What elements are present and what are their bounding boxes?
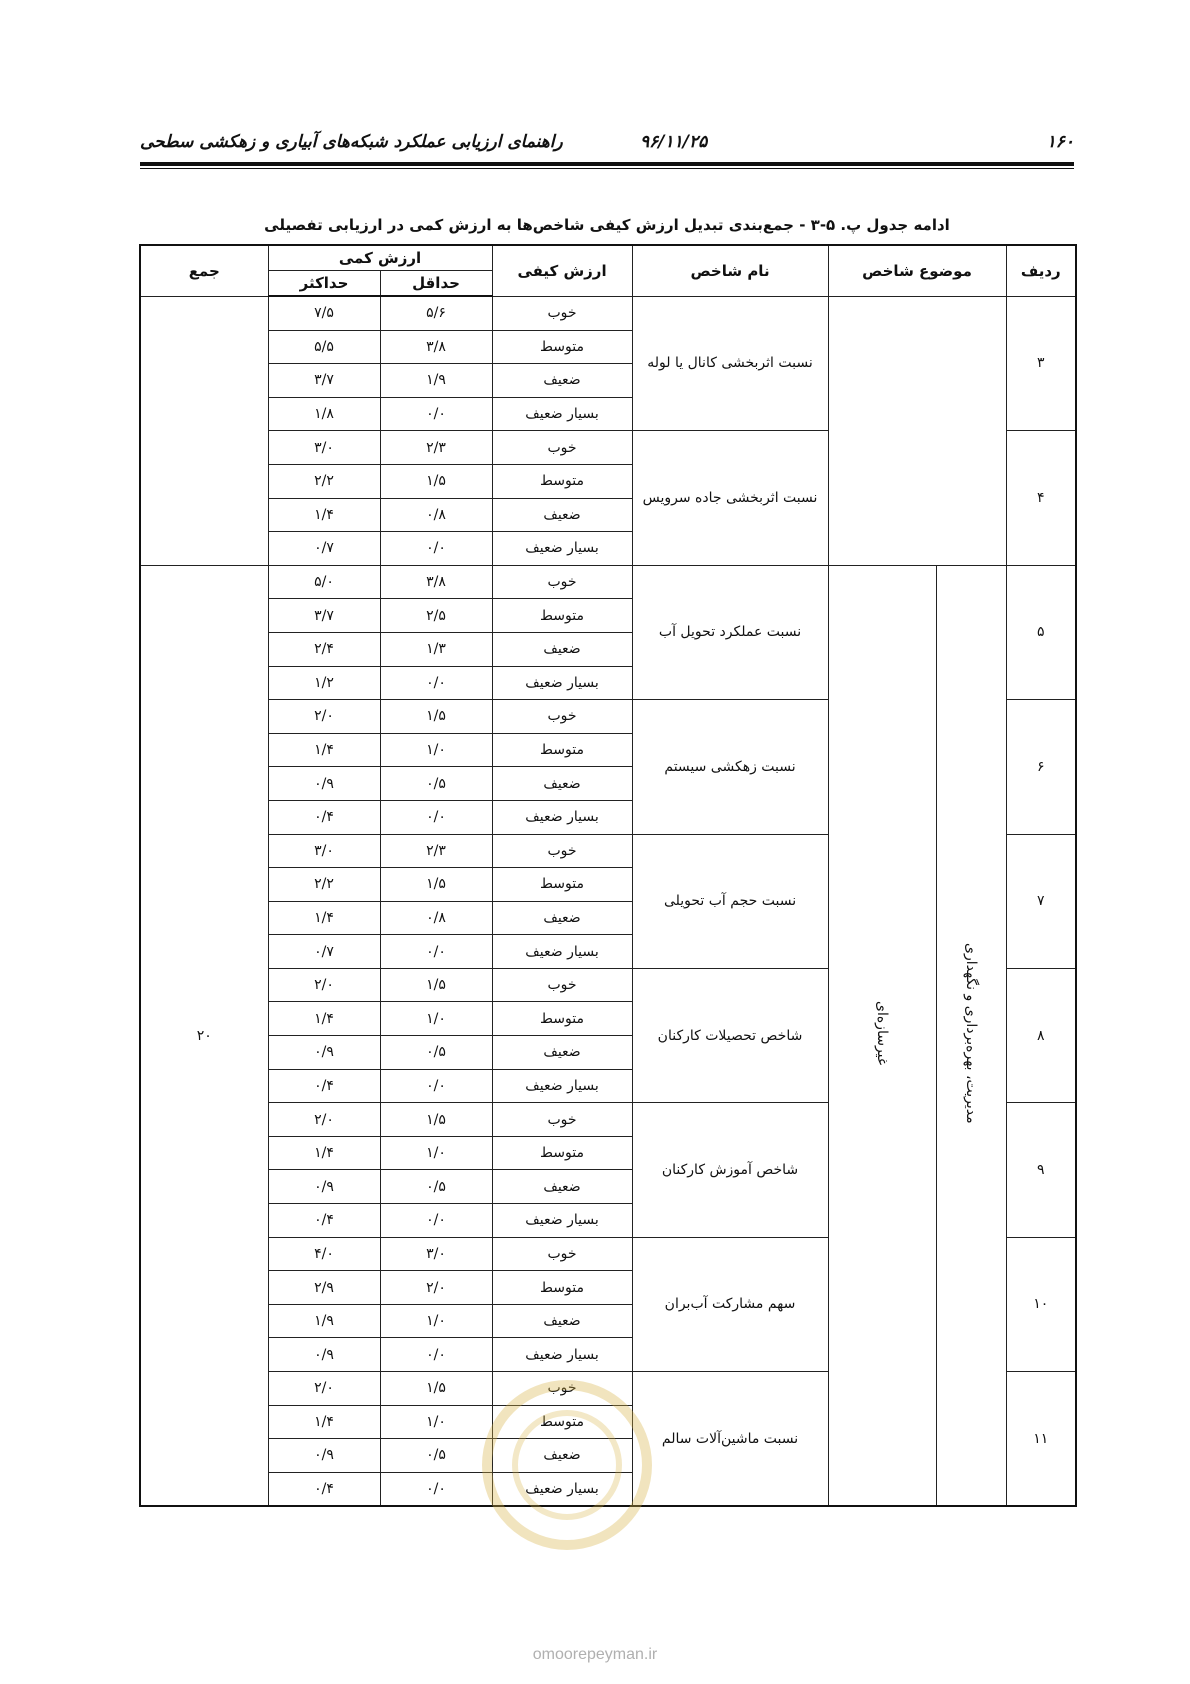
min-value-cell: ۱/۵: [380, 868, 492, 902]
min-value-cell: ۱/۰: [380, 1405, 492, 1439]
header-rule-thick: [140, 162, 1074, 166]
table-body: [140, 296, 1076, 1506]
min-value-cell: ۰/۵: [380, 767, 492, 801]
max-value-cell: ۰/۴: [268, 800, 380, 834]
max-value-cell: ۰/۹: [268, 1036, 380, 1070]
qual-value-cell: ضعیف: [492, 1170, 632, 1204]
max-value-cell: ۰/۹: [268, 767, 380, 801]
min-value-cell: ۲/۰: [380, 1271, 492, 1305]
min-value-cell: ۰/۰: [380, 1338, 492, 1372]
indicator-name-cell: شاخص آموزش کارکنان: [632, 1103, 828, 1237]
min-value-cell: ۰/۸: [380, 498, 492, 532]
qual-value-cell: خوب: [492, 1103, 632, 1137]
qual-value-cell: ضعیف: [492, 1439, 632, 1473]
max-value-cell: ۱/۴: [268, 498, 380, 532]
min-value-cell: ۰/۰: [380, 532, 492, 566]
qual-value-cell: خوب: [492, 968, 632, 1002]
qual-value-cell: ضعیف: [492, 632, 632, 666]
subject-management-label: مدیریت، بهره‌برداری و نگهداری: [963, 943, 980, 1124]
qual-value-cell: خوب: [492, 1372, 632, 1406]
max-value-cell: ۱/۲: [268, 666, 380, 700]
sum-total-cell: ۲۰: [140, 565, 268, 1506]
min-value-cell: ۰/۰: [380, 1204, 492, 1238]
max-value-cell: ۵/۰: [268, 565, 380, 599]
qual-value-cell: بسیار ضعیف: [492, 800, 632, 834]
qual-value-cell: خوب: [492, 1237, 632, 1271]
qual-value-cell: خوب: [492, 834, 632, 868]
row-number-cell: ۵: [1006, 565, 1076, 699]
max-value-cell: ۲/۴: [268, 632, 380, 666]
max-value-cell: ۳/۰: [268, 431, 380, 465]
qual-value-cell: ضعیف: [492, 498, 632, 532]
qual-value-cell: بسیار ضعیف: [492, 532, 632, 566]
min-value-cell: ۱/۵: [380, 700, 492, 734]
min-value-cell: ۲/۳: [380, 834, 492, 868]
max-value-cell: ۰/۷: [268, 935, 380, 969]
qual-value-cell: متوسط: [492, 1136, 632, 1170]
max-value-cell: ۲/۰: [268, 1103, 380, 1137]
subject-nonstructural-cell: [828, 565, 936, 1506]
min-value-cell: ۵/۶: [380, 296, 492, 330]
min-value-cell: ۰/۰: [380, 666, 492, 700]
min-value-cell: ۰/۰: [380, 1069, 492, 1103]
page-number: ۱۶۰: [1046, 132, 1074, 152]
max-value-cell: ۱/۴: [268, 1002, 380, 1036]
min-value-cell: ۱/۰: [380, 1136, 492, 1170]
max-value-cell: ۲/۲: [268, 464, 380, 498]
qual-value-cell: بسیار ضعیف: [492, 397, 632, 431]
min-value-cell: ۰/۵: [380, 1439, 492, 1473]
min-value-cell: ۰/۰: [380, 1472, 492, 1506]
min-value-cell: ۰/۵: [380, 1170, 492, 1204]
max-value-cell: ۰/۹: [268, 1439, 380, 1473]
qual-value-cell: ضعیف: [492, 901, 632, 935]
min-value-cell: ۱/۰: [380, 1002, 492, 1036]
qual-value-cell: ضعیف: [492, 1304, 632, 1338]
sum-cell-empty: [140, 296, 268, 565]
indicator-name-cell: نسبت اثربخشی کانال یا لوله: [632, 296, 828, 431]
header-row: ردیف: [1006, 245, 1076, 296]
conversion-table: [139, 244, 1077, 1507]
header-min: حداقل: [380, 271, 492, 297]
max-value-cell: ۰/۹: [268, 1338, 380, 1372]
min-value-cell: ۳/۰: [380, 1237, 492, 1271]
min-value-cell: ۱/۵: [380, 1103, 492, 1137]
min-value-cell: ۰/۸: [380, 901, 492, 935]
max-value-cell: ۲/۲: [268, 868, 380, 902]
qual-value-cell: ضعیف: [492, 364, 632, 398]
min-value-cell: ۰/۰: [380, 397, 492, 431]
min-value-cell: ۱/۰: [380, 733, 492, 767]
max-value-cell: ۰/۷: [268, 532, 380, 566]
max-value-cell: ۴/۰: [268, 1237, 380, 1271]
min-value-cell: ۱/۵: [380, 464, 492, 498]
min-value-cell: ۰/۵: [380, 1036, 492, 1070]
qual-value-cell: ضعیف: [492, 767, 632, 801]
header-date: ۹۶/۱۱/۲۵: [640, 132, 708, 152]
max-value-cell: ۱/۸: [268, 397, 380, 431]
max-value-cell: ۵/۵: [268, 330, 380, 364]
header-subject: موضوع شاخص: [828, 245, 1006, 296]
header-max: حداکثر: [268, 271, 380, 297]
min-value-cell: ۰/۰: [380, 800, 492, 834]
max-value-cell: ۱/۴: [268, 901, 380, 935]
qual-value-cell: بسیار ضعیف: [492, 666, 632, 700]
min-value-cell: ۱/۹: [380, 364, 492, 398]
qual-value-cell: متوسط: [492, 733, 632, 767]
qual-value-cell: متوسط: [492, 868, 632, 902]
max-value-cell: ۰/۴: [268, 1204, 380, 1238]
indicator-name-cell: شاخص تحصیلات کارکنان: [632, 968, 828, 1102]
qual-value-cell: خوب: [492, 431, 632, 465]
table-row: [140, 565, 1076, 599]
max-value-cell: ۳/۰: [268, 834, 380, 868]
row-number-cell: ۱۰: [1006, 1237, 1076, 1371]
qual-value-cell: متوسط: [492, 1405, 632, 1439]
max-value-cell: ۱/۴: [268, 733, 380, 767]
table-caption: ادامه جدول پ. ۵-۳ - جمع‌بندی تبدیل ارزش کیفی شاخص‌ها به ارزش کمی در ارزیابی تفصیلی: [264, 216, 950, 234]
qual-value-cell: بسیار ضعیف: [492, 1204, 632, 1238]
indicator-name-cell: نسبت عملکرد تحویل آب: [632, 565, 828, 699]
indicator-name-cell: نسبت حجم آب تحویلی: [632, 834, 828, 968]
max-value-cell: ۱/۴: [268, 1405, 380, 1439]
qual-value-cell: بسیار ضعیف: [492, 1472, 632, 1506]
min-value-cell: ۳/۸: [380, 330, 492, 364]
min-value-cell: ۳/۸: [380, 565, 492, 599]
qual-value-cell: خوب: [492, 700, 632, 734]
max-value-cell: ۲/۹: [268, 1271, 380, 1305]
qual-value-cell: متوسط: [492, 464, 632, 498]
header-quant: ارزش کمی: [268, 245, 492, 271]
max-value-cell: ۳/۷: [268, 364, 380, 398]
header-sum: جمع: [140, 245, 268, 296]
header-rule-thin: [140, 168, 1074, 169]
max-value-cell: ۲/۰: [268, 968, 380, 1002]
min-value-cell: ۲/۳: [380, 431, 492, 465]
max-value-cell: ۰/۴: [268, 1472, 380, 1506]
qual-value-cell: بسیار ضعیف: [492, 935, 632, 969]
subject-nonstructural-label: غیرسازه‌ای: [874, 1001, 891, 1066]
qual-value-cell: متوسط: [492, 599, 632, 633]
max-value-cell: ۰/۴: [268, 1069, 380, 1103]
max-value-cell: ۱/۴: [268, 1136, 380, 1170]
min-value-cell: ۱/۵: [380, 968, 492, 1002]
row-number-cell: ۴: [1006, 431, 1076, 565]
indicator-name-cell: سهم مشارکت آب‌بران: [632, 1237, 828, 1371]
qual-value-cell: خوب: [492, 296, 632, 330]
indicator-name-cell: نسبت اثربخشی جاده سرویس: [632, 431, 828, 565]
indicator-name-cell: نسبت زهکشی سیستم: [632, 700, 828, 834]
subject-cell-empty: [828, 296, 1006, 565]
row-number-cell: ۷: [1006, 834, 1076, 968]
header-name: نام شاخص: [632, 245, 828, 296]
max-value-cell: ۰/۹: [268, 1170, 380, 1204]
min-value-cell: ۱/۳: [380, 632, 492, 666]
row-number-cell: ۹: [1006, 1103, 1076, 1237]
header-qual: ارزش کیفی: [492, 245, 632, 296]
qual-value-cell: ضعیف: [492, 1036, 632, 1070]
site-watermark: omoorepeyman.ir: [532, 1646, 658, 1663]
min-value-cell: ۰/۰: [380, 935, 492, 969]
qual-value-cell: متوسط: [492, 1271, 632, 1305]
min-value-cell: ۱/۵: [380, 1372, 492, 1406]
row-number-cell: ۶: [1006, 700, 1076, 834]
max-value-cell: ۲/۰: [268, 700, 380, 734]
qual-value-cell: خوب: [492, 565, 632, 599]
row-number-cell: ۱۱: [1006, 1372, 1076, 1507]
subject-management-cell: [936, 565, 1006, 1506]
qual-value-cell: متوسط: [492, 330, 632, 364]
max-value-cell: ۲/۰: [268, 1372, 380, 1406]
row-number-cell: ۳: [1006, 296, 1076, 431]
max-value-cell: ۱/۹: [268, 1304, 380, 1338]
header-title: راهنمای ارزیابی عملکرد شبکه‌های آبیاری و زهکشی سطحی: [140, 132, 563, 152]
table-row: [140, 296, 1076, 330]
qual-value-cell: بسیار ضعیف: [492, 1069, 632, 1103]
indicator-name-cell: نسبت ماشین‌آلات سالم: [632, 1372, 828, 1507]
max-value-cell: ۳/۷: [268, 599, 380, 633]
min-value-cell: ۲/۵: [380, 599, 492, 633]
qual-value-cell: بسیار ضعیف: [492, 1338, 632, 1372]
qual-value-cell: متوسط: [492, 1002, 632, 1036]
row-number-cell: ۸: [1006, 968, 1076, 1102]
min-value-cell: ۱/۰: [380, 1304, 492, 1338]
max-value-cell: ۷/۵: [268, 296, 380, 330]
